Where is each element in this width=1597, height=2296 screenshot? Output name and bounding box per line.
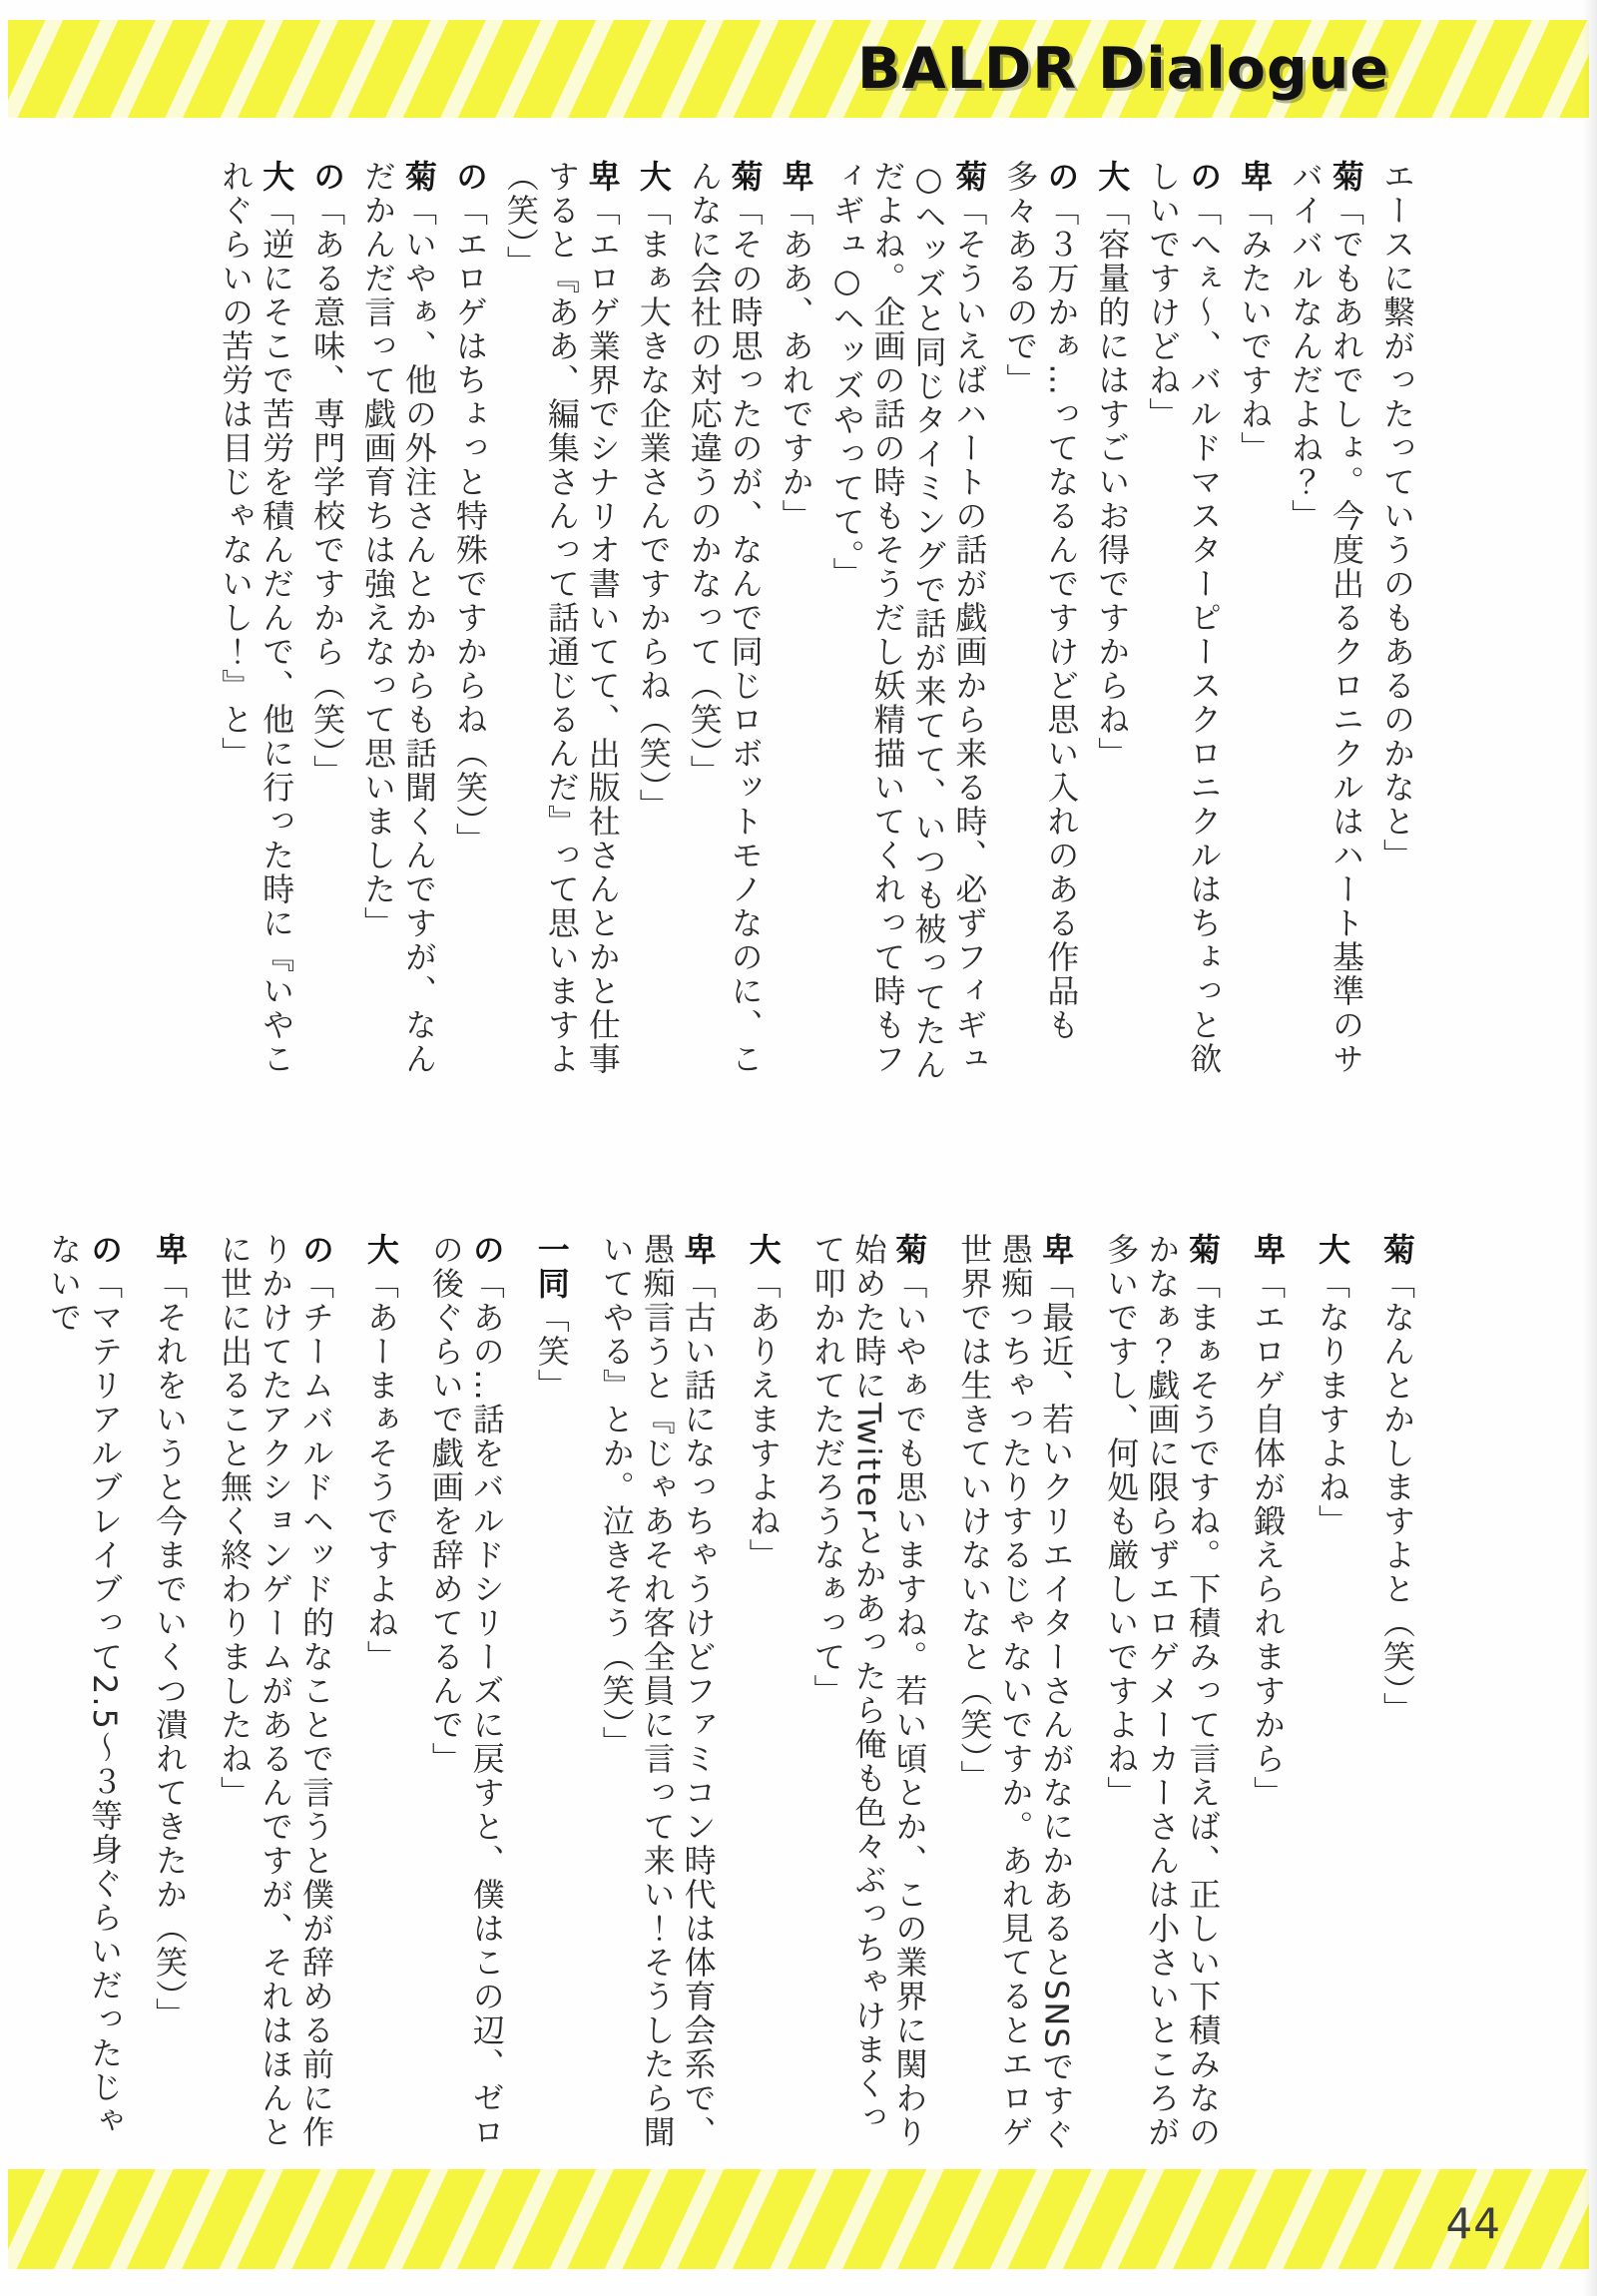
utterance-text: 「なりますよね」 — [1314, 1267, 1352, 1538]
utterance-text: 「エロゲ自体が鍛えられますから」 — [1249, 1267, 1288, 1810]
utterance-text: 「最近、若いクリエイターさんがなにかあるとSNSですぐ愚痴っちゃったりするじゃないですか。あれ見てるとエロゲ世界では生きていけないなと（笑）」 — [955, 1233, 1076, 2152]
utterance-text: 「逆にそこで苦労を積んだんで、他に行った時に『いやこれぐらいの苦労は目じゃないし！』と」 — [217, 160, 296, 1076]
utterance-text: 「まぁ大きな企業さんですからね（笑）」 — [634, 194, 673, 823]
speaker-label: 卑 — [151, 1233, 190, 1267]
utterance-text: 「チームバルドヘッド的なことで言うと僕が辞める前に作りかけてたアクションゲームがあるんですが、それはほんとに世に出ること無く終わりましたね」 — [216, 1233, 335, 2149]
utterance-text: 「古い話になっちゃうけどファミコン時代は体育会系で、愚痴言うと『じゃあそれ客全員に言って来い！そうしたら聞いてやる』とか。泣きそう（笑）」 — [597, 1233, 718, 2149]
utterance-text: 「あの…話をバルドシリーズに戻すと、僕はこの辺、ゼロの後ぐらいで戯画を辞めてるんで」 — [426, 1233, 506, 2149]
speaker-label: 菊 — [950, 160, 989, 194]
speaker-label: の — [450, 160, 489, 194]
dialogue-utterance — [214, 1233, 336, 2166]
speaker-label: 菊 — [1184, 1233, 1223, 1267]
footer-stripe-band — [8, 2169, 1589, 2269]
page-title: BALDR Dialogue — [857, 36, 1389, 102]
utterance-text: 「ああ、あれですか」 — [777, 194, 815, 533]
page-number: 44 — [1445, 2199, 1501, 2248]
speaker-label: 卑 — [1236, 160, 1275, 194]
speaker-label: 大 — [361, 1233, 400, 1267]
speaker-label: 大 — [258, 160, 296, 194]
dialogue-utterance — [1142, 160, 1224, 1098]
speaker-label: 菊 — [399, 160, 438, 194]
dialogue-utterance — [306, 160, 347, 1098]
speaker-label: 大 — [744, 1233, 783, 1267]
dialogue-utterance — [215, 160, 296, 1098]
dialogue-utterance — [149, 1233, 190, 2166]
speaker-label: 大 — [1093, 160, 1132, 194]
dialogue-utterance — [357, 160, 439, 1098]
utterance-text: 「いやぁでも思いますね。若い頃とか、この業界に関わり始めた時にTwitterとかあったら俺も色々ぶっちゃけまくって叩かれてただろうなぁって」 — [808, 1233, 929, 2149]
dialogue-utterance — [1376, 1233, 1417, 2166]
dialogue-utterance — [999, 160, 1081, 1098]
speaker-label: の — [1185, 160, 1224, 194]
utterance-text: 「いやぁ、他の外注さんとかからも話聞くんですが、なんだかんだ言って戯画育ちは強えなって思いました」 — [359, 160, 438, 1076]
utterance-text: 「３万かぁ…ってなるんですけど思い入れのある作品も多々あるので」 — [1001, 160, 1081, 1042]
speaker-label: 大 — [634, 160, 673, 194]
dialogue-utterance — [776, 160, 816, 1098]
dialogue-utterance — [1234, 160, 1275, 1098]
speaker-label: 一同 — [532, 1233, 571, 1301]
utterance-text: 「マテリアルブレイブって2.5〜３等身ぐらいだったじゃないで — [45, 1233, 125, 2138]
speaker-label: 菊 — [890, 1233, 929, 1267]
utterance-text: エースに繋がったっていうのもあるのかなと」 — [1378, 160, 1416, 872]
scan-page-edge — [1583, 0, 1597, 2296]
dialogue-utterance — [1285, 160, 1366, 1098]
dialogue-utterance — [360, 1233, 401, 2166]
utterance-text: 「その時思ったのが、なんで同じロボットモノなのに、こんなに会社の対応違うのかなって（笑）」 — [685, 160, 765, 1076]
dialogue-utterance — [1100, 1233, 1223, 2166]
dialogue-utterance — [743, 1233, 784, 2166]
dialogue-top-section — [150, 160, 1417, 1098]
speaker-label: 卑 — [1249, 1233, 1288, 1267]
utterance-text: 「ありえますよね」 — [744, 1267, 783, 1572]
dialogue-utterance — [826, 160, 990, 1098]
utterance-text: 「エロゲ業界でシナリオ書いてて、出版社さんとかと仕事すると『ああ、編集さんって話通じるんだ』って思いますよ（笑）」 — [501, 160, 622, 1076]
dialogue-utterance — [1247, 1233, 1288, 2166]
speaker-label: 大 — [1314, 1233, 1352, 1267]
speaker-label: の — [467, 1233, 506, 1267]
speaker-label: 卑 — [1037, 1233, 1076, 1267]
utterance-text: 「なんとかしますよと（笑）」 — [1378, 1267, 1416, 1726]
speaker-label: 菊 — [1378, 1233, 1416, 1267]
speaker-label: 菊 — [726, 160, 765, 194]
utterance-text: 「エロゲはちょっと特殊ですからね（笑）」 — [450, 194, 489, 857]
dialogue-utterance — [633, 160, 674, 1098]
dialogue-utterance — [43, 1233, 125, 2166]
dialogue-utterance — [684, 160, 766, 1098]
speaker-label: 卑 — [777, 160, 815, 194]
speaker-label: の — [308, 160, 347, 194]
utterance-text: 「ある意味、専門学校ですから（笑）」 — [308, 194, 347, 789]
speaker-label: の — [86, 1233, 125, 1267]
dialogue-utterance — [1312, 1233, 1352, 2166]
utterance-text: 「笑」 — [532, 1301, 571, 1403]
dialogue-utterance — [807, 1233, 930, 2166]
dialogue-utterance — [425, 1233, 507, 2166]
speaker-label: 卑 — [583, 160, 622, 194]
header-stripe-band — [8, 20, 1589, 118]
utterance-text: 「あーまぁそうですよね」 — [361, 1267, 400, 1674]
utterance-text: 「へぇ〜、バルドマスターピースクロニクルはちょっと欲しいですけどね」 — [1144, 160, 1224, 1076]
dialogue-utterance — [1376, 160, 1417, 1098]
speaker-label: の — [1042, 160, 1081, 194]
dialogue-utterance — [449, 160, 490, 1098]
speaker-label: の — [296, 1233, 335, 1267]
utterance-text: 「そういえばハートの話が戯画から来る時、必ずフィギュ○ヘッズと同じタイミングで話が来てて、いつも被ってたんだよね。企画の話の時もそうだし妖精描いてくれって時もフィギュ○ヘッズやってて。」 — [827, 160, 989, 1082]
dialogue-utterance — [596, 1233, 719, 2166]
speaker-label: 卑 — [679, 1233, 718, 1267]
utterance-text: 「でもあれでしょ。今度出るクロニクルはハート基準のサバイバルなんだよね？」 — [1287, 160, 1366, 1076]
utterance-text: 「みたいですね」 — [1236, 194, 1275, 465]
utterance-text: 「まぁそうですね。下積みって言えば、正しい下積みなのかなぁ？戯画に限らずエロゲメーカーさんは小さいところが多いですし、何処も厳しいですよね」 — [1102, 1233, 1223, 2149]
dialogue-utterance — [531, 1233, 572, 2166]
speaker-label: 菊 — [1328, 160, 1366, 194]
utterance-text: 「容量的にはすごいお得ですからね」 — [1093, 194, 1132, 771]
dialogue-utterance — [1091, 160, 1132, 1098]
dialogue-bottom-section — [45, 1233, 1417, 2166]
utterance-text: 「それをいうと今までいくつ潰れてきたか（笑）」 — [151, 1267, 190, 2031]
dialogue-utterance — [953, 1233, 1076, 2166]
dialogue-utterance — [500, 160, 623, 1098]
